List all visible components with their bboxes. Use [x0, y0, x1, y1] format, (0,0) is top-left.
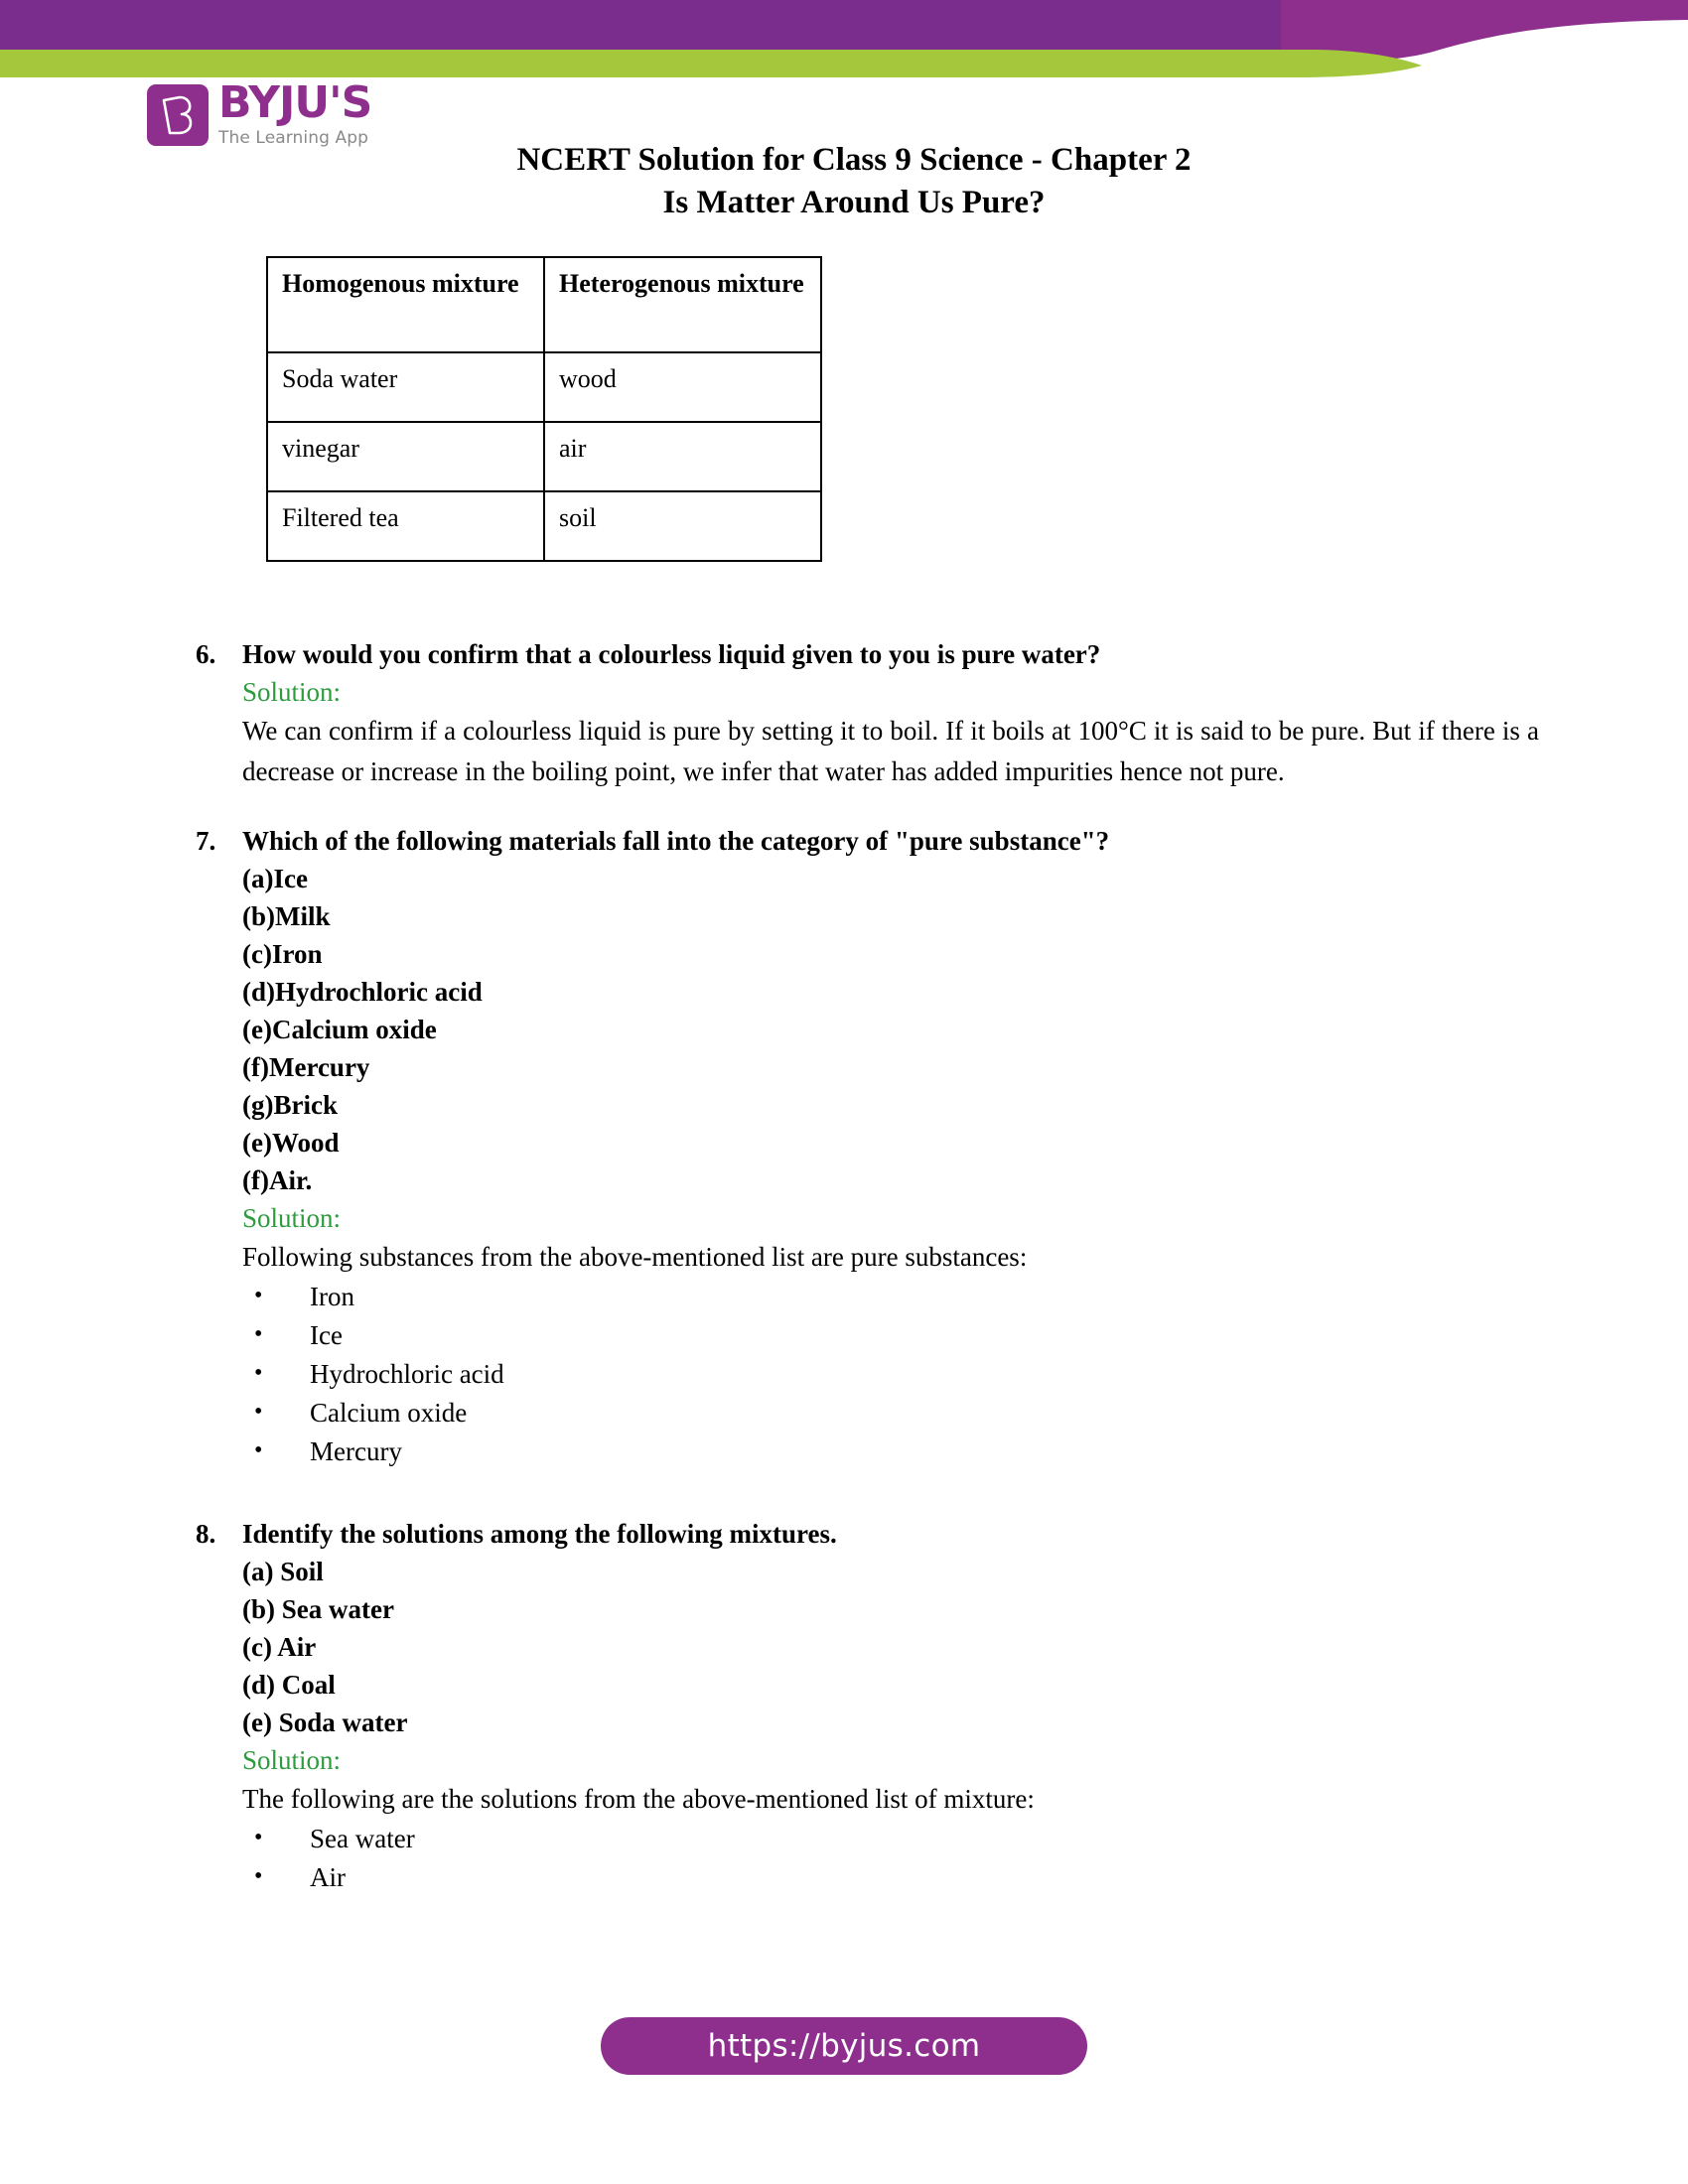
table-row	[267, 422, 821, 491]
option-item: (f)Mercury	[242, 1052, 370, 1082]
solution-label: Solution:	[242, 1745, 342, 1775]
option-item: (f)Air.	[242, 1165, 313, 1195]
list-item: • Ice	[242, 1316, 1539, 1355]
solution-label: Solution:	[242, 677, 342, 707]
option-item: (a)Ice	[242, 864, 308, 893]
question-number: 6.	[196, 639, 216, 669]
question-heading-6	[189, 635, 1539, 673]
document-content	[189, 256, 1539, 1897]
byjus-wordmark: BYJU'S	[218, 77, 372, 128]
byjus-url-label: https://byjus.com	[707, 2028, 981, 2064]
byjus-tagline: The Learning App	[218, 128, 369, 148]
byjus-logo-mark-icon	[147, 84, 209, 146]
option-item: (a) Soil	[242, 1557, 324, 1586]
question-text: How would you confirm that a colourless liquid given to you is pure water?	[242, 639, 1101, 669]
question-number: 7.	[196, 826, 216, 856]
solution-text: Following substances from the above-mentioned list are pure substances:	[242, 1242, 1028, 1272]
list-item: • Sea water	[242, 1820, 1539, 1858]
page-title	[328, 139, 1380, 224]
table-header-cell: Homogenous mixture	[267, 257, 544, 352]
mixture-comparison-table	[266, 256, 822, 562]
byjus-url-button[interactable]	[601, 2017, 1087, 2075]
table-cell: Soda water	[267, 352, 544, 422]
option-item: (e)Wood	[242, 1128, 340, 1158]
solution-bullet-list	[242, 1278, 1539, 1471]
option-item: (d)Hydrochloric acid	[242, 977, 483, 1007]
spacer	[189, 606, 1539, 635]
table-cell: soil	[544, 491, 821, 561]
option-item: (c) Air	[242, 1632, 317, 1662]
solution-text: The following are the solutions from the above-mentioned list of mixture:	[242, 1784, 1035, 1814]
green-band	[0, 50, 1422, 77]
list-item: • Hydrochloric acid	[242, 1355, 1539, 1394]
table-cell: Filtered tea	[267, 491, 544, 561]
spacer	[189, 792, 1539, 822]
option-item: (e)Calcium oxide	[242, 1015, 437, 1044]
question-body-8	[242, 1553, 1539, 1897]
question-text: Which of the following materials fall into the category of "pure substance"?	[242, 826, 1110, 856]
list-item: • Mercury	[242, 1433, 1539, 1471]
table-cell: wood	[544, 352, 821, 422]
question-body-6	[242, 673, 1539, 792]
header-decoration	[0, 0, 1688, 79]
solution-text: We can confirm if a colourless liquid is pure by setting it to boil. If it boils at 100°C it is said to be pure. But if there is a decrease or increase in the boiling point, we infer that water has added impurities hence not pure.	[242, 716, 1539, 786]
option-item: (e) Soda water	[242, 1707, 408, 1737]
question-block-8	[189, 1515, 1539, 1897]
table-row	[267, 491, 821, 561]
question-block-6	[189, 635, 1539, 792]
table-header-cell: Heterogenous mixture	[544, 257, 821, 352]
solution-label: Solution:	[242, 1203, 342, 1233]
list-item: • Iron	[242, 1278, 1539, 1316]
spacer	[189, 562, 1539, 606]
solution-bullet-list	[242, 1820, 1539, 1897]
page-title-line2: Is Matter Around Us Pure?	[662, 185, 1046, 220]
option-item: (g)Brick	[242, 1090, 338, 1120]
list-item: • Calcium oxide	[242, 1394, 1539, 1433]
question-body-7	[242, 860, 1539, 1471]
question-heading-7	[189, 822, 1539, 860]
option-item: (c)Iron	[242, 939, 323, 969]
option-item: (d) Coal	[242, 1670, 336, 1700]
table-header-row	[267, 257, 821, 352]
table-cell: vinegar	[267, 422, 544, 491]
question-text: Identify the solutions among the following mixtures.	[242, 1519, 837, 1549]
option-item: (b)Milk	[242, 901, 331, 931]
table-cell: air	[544, 422, 821, 491]
page-title-line1: NCERT Solution for Class 9 Science - Chapter 2	[516, 142, 1192, 178]
question-block-7	[189, 822, 1539, 1471]
option-item: (b) Sea water	[242, 1594, 394, 1624]
table-row	[267, 352, 821, 422]
question-heading-8	[189, 1515, 1539, 1553]
spacer	[189, 1471, 1539, 1515]
b-letter-glyph-icon	[160, 95, 194, 135]
question-number: 8.	[196, 1519, 216, 1549]
byjus-logo-text	[218, 77, 372, 148]
byjus-logo	[147, 77, 372, 148]
list-item: • Air	[242, 1858, 1539, 1897]
